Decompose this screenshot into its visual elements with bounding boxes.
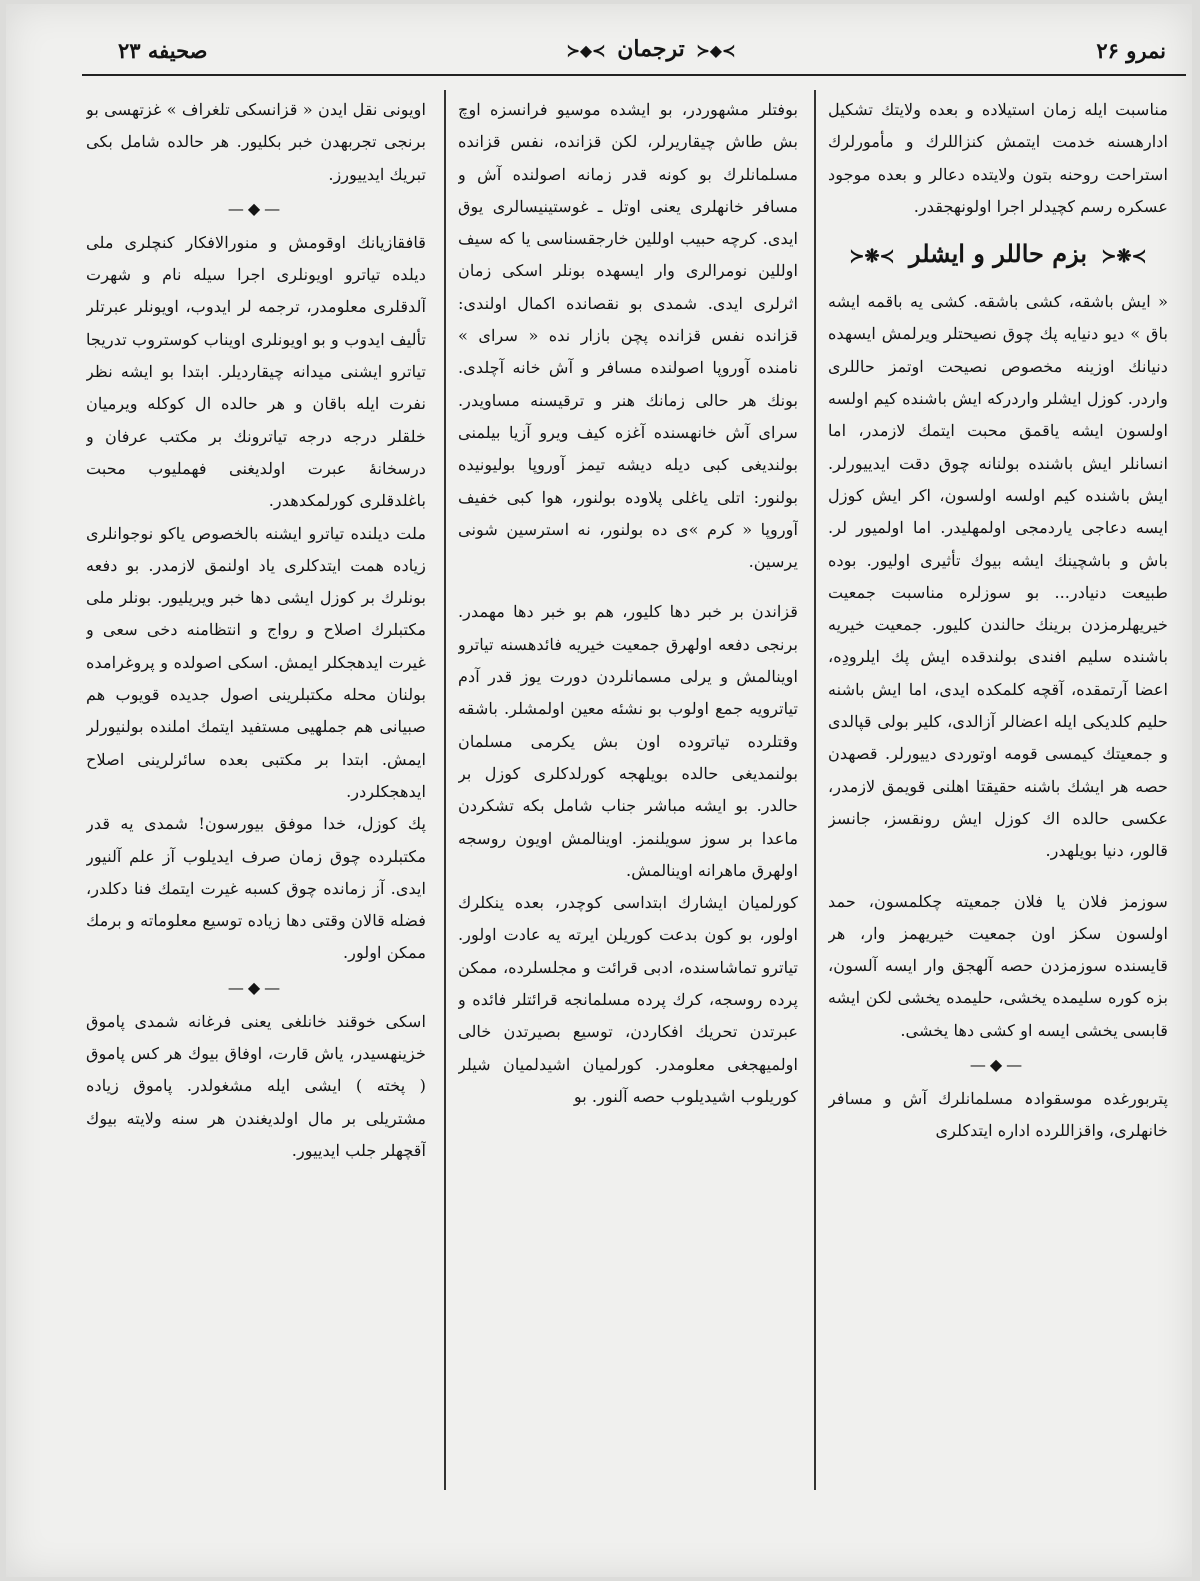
article-paragraph: قافقازیانك اوقومش و منورالافکار کنچلری ملی دیلده تیاترو اویونلری اجرا سیله نام و شهرت آلدقلری معلومدر، ترجمه لر ایدوب، اویونلر عبرتلر تألیف ایدوب و بو اویونلری اویناب کوستروب تدریجا تیاترو ایشنی میدانه چیقاردیلر. ابتدا بو ایشه نظر نفرت ایله باقان و هر حالده ال کوکله ویرمیان خلقلر درجه درجه تیاترونك بر مکتب عرفان و درسخانهٔ عبرت اولدیغنی فهملیوب محبت باغلدقلری کورلمکدهدر. xyxy=(86,232,426,511)
section-heading xyxy=(828,237,1168,274)
heading-ornament-icon: ≻❋≺ xyxy=(1101,246,1147,268)
article-paragraph: کورلمیان ایشارك ابتداسی کوچدر، بعده ینکلرك اولور، بو کون بدعت کوریلن ایرته یه عادت اولور. تیاترو تماشاسنده، ادبی قرائت و مجلسلرده، ممکن پرده روسجه، کرك پرده مسلمانجه قرائتلر فائده و عبرتدن تحریك افکاردن، توسیع بصیرتدن خالی اولمیهجغی معلومدر. کورلمیان اشیدلمیان شیلر کوریلوب اشیدیلوب حصه آلنور. بو xyxy=(458,893,798,1106)
article-paragraph: ملت دیلنده تیاترو ایشنه بالخصوص یاکو نوجوانلری زیاده همت ایتدکلری یاد اولنمق لازمدر. بو دفعه بونلرك بر کوزل ایشی دها خبر ویریلیور. بونلر ملی مکتبلرك اصلاح و رواج و انتظامنه دخی سعی و غیرت ایدهجکلر ایمش. اسکی اصولده و پروغرامده بولنان محله مکتبلرینی اصول جدیده قویوب هم صبیانی هم جملهیی مستفید ایتمك املنده بولنیورلر ایمش. ابتدا بر مکتبی بعده سائرلرینی اصلاح ایدهجکلردر. xyxy=(86,523,426,801)
article-paragraph: « ایش باشقه، کشی باشقه. کشی یه باقمه ایشه باق » دیو دنیایه پك چوق نصیحتلر ویرلمش ایسهده دنیانك اوزینه مخصوص نصیحت اوتمز حاللری واردر. کوزل ایشلر واردرکه ایش باشنده کیم اولسه اولسون ایشه یاقمق محبت ایتمك لازمدر، اما انسانلر ایش باشنده بولنانه چوق دقت ایدییورلر. ایش باشنده کیم اولسه اولسون، اکر ایش کوزل ایسه دعاجی یاردمجی اولمهلیدر. اما اولمیور لر. باش و باشچینك ایشه بیوك تأثیری اولیور. بوده طبیعت دنیادر... بو سوزلره مناسبت جمعیت خیریهلرمزدن برینك حالندن کلیور. جمعیت خیریه باشنده سلیم افندی بولندقده ایش پك ایلرودِه، اعضا آرتمقده، آقچه کلمکده ایدی، اما ایش باشنه حلیم کلدیکی ایله اعضالر آزالدی، کلیر بولی قپالدی و جمعیتك کیمسی قومه اوتوردی دییورلر. قصهدن حصه هر ایشك باشنه حقیقتا اهلنی قویمق لازمدر، عکسی حالده اك کوزل ایش رونقسز، جانسز قالور، دنیا بویلهدر. xyxy=(828,292,1168,861)
issue-number: نمرو ۲۶ xyxy=(1096,38,1166,63)
column-divider xyxy=(444,90,446,1490)
article-paragraph: پك کوزل، خدا موفق بیورسون! شمدی یه قدر مکتبلرده چوق زمان صرف ایدیلوب آز علم آلنیور ایدی. آز زمانده چوق کسبه غیرت ایتمك فنا دکلدر، فضله قالان وقتی دها زیاده توسیع معلوماته و برمك ممکن اولور. xyxy=(86,814,426,963)
column-divider xyxy=(814,90,816,1490)
section-title: بزم حاللر و ایشلر xyxy=(908,239,1088,269)
article-paragraph: بوفتلر مشهوردر، بو ایشده موسیو فرانسزه اوچ بش طاش چیقاریرلر، لکن قزانده، نفس قزانده مسلمانلرك بو کونه قدر زمانه اصولنده آش و مسافر خانهلری یعنی اوتل ـ غوستینیسالری یوق ایدی. کرچه حبیب اوللین خارجقسناسی یا که سیف اوللین نومرالری وار ایسهده بونلر اسکی زمان اثرلری ایدی. شمدی بو نقصانده اکمال اولندی: قزانده نفس قزانده پچن بازار نده « سرای » نامنده آوروپا اصولنده مسافر و آش خانه آچلدی. بونك هر حالی زمانك هنر و ترقیسنه مساویدر. سرای آش خانهسنده آغزه کیف ویرو آزیا بیلمنی بولندیغی کبی دیله دیشه تیمز آوروپا بولیونیده بولنور: اتلی یاغلی پلاوده بولنور، هوا کبی خفیف آوروپا « کرم »ی ده بولنور، نه استرسین شونی یرسین. xyxy=(458,100,798,572)
page-header xyxy=(76,32,1166,76)
article-paragraph: پتربورغده موسقوادہ مسلمانلرك آش و مسافر خانهلری، واقزاللرده اداره ایتدکلری xyxy=(828,1089,1168,1141)
page-number: صحیفه ۲۳ xyxy=(118,38,208,63)
separator-ornament-icon: —◆— xyxy=(969,1055,1027,1075)
article-paragraph: اسکی خوقند خانلغی یعنی فرغانه شمدی پاموق خزینهسیدر، یاش قارت، اوفاق بیوك هر کس پاموق ( پخته ) ایشی ایله مشغولدر. پاموق زیاده مشتریلی بر مال اولدیغندن هر سنه ولایته بیوك آقچهلر جلب ایدییور. xyxy=(86,1011,426,1160)
newspaper-title: ترجمان xyxy=(617,36,685,62)
heading-ornament-icon: ≻❋≺ xyxy=(849,246,895,268)
separator-ornament-icon: —◆— xyxy=(227,198,285,218)
separator-ornament-icon: —◆— xyxy=(227,977,285,997)
header-divider xyxy=(82,74,1186,76)
masthead-ornament-icon: ≻◆≺ xyxy=(696,40,736,60)
masthead xyxy=(561,36,741,62)
column-right xyxy=(828,94,1168,1564)
article-paragraph: سوزمز فلان یا فلان جمعیته چکلمسون، حمد اولسون سکز اون جمعیت خیریهمز وار، هر قایسنده سوزمزدن حصه آلهجق وار ایسه آلسون، بزه کوره سلیمده یخشی، حلیمده یخشی لکن ایشه قابسی یخشی ایسه او کشی دها یخشی. xyxy=(828,891,1168,1040)
masthead-ornament-icon: ≻◆≺ xyxy=(566,40,606,60)
article-paragraph: مناسبت ایله زمان استیلاده و بعده ولایتك تشکیل ادارهسنه خدمت ایتمش کنزاللرك و مأمورلرك استراحت روحنه بتون ولایتده دعالر و بعده موجود عسکره رسم کچیدلر اجرا اولونهجقدر. xyxy=(828,100,1168,216)
article-paragraph: اویونی نقل ایدن « قزانسکی تلغراف » غزتهسی بو برنجی تجربهدن خبر بکلیور. هر حالده شامل بکی تبریك ایدییورز. xyxy=(86,100,426,184)
article-paragraph: قزاندن بر خبر دها کلیور، هم بو خبر دها مهمدر. برنجی دفعه اولهرق جمعیت خیریه فائدهسنه تیاترو اوینالمش و یرلی مسمانلردن دورت یوز قدر آدم تیاترویه جمع اولوب بو نشئه معین اولمشلر. باشقه وقتلرده تیاتروده اون بش یکرمی مسلمان بولنمدیغی حالده بویلهجه کورلدکلری کوزل بر حالدر. بو ایشه مباشر جناب شامل بکه تشکردن ماعدا بر سوز سویلنمز. اوینالمش اویون روسجه اولهرق ماهرانه اوینالمش. xyxy=(458,602,798,880)
newspaper-page xyxy=(6,4,1192,1577)
column-left xyxy=(86,94,426,1564)
column-middle xyxy=(458,94,798,1564)
